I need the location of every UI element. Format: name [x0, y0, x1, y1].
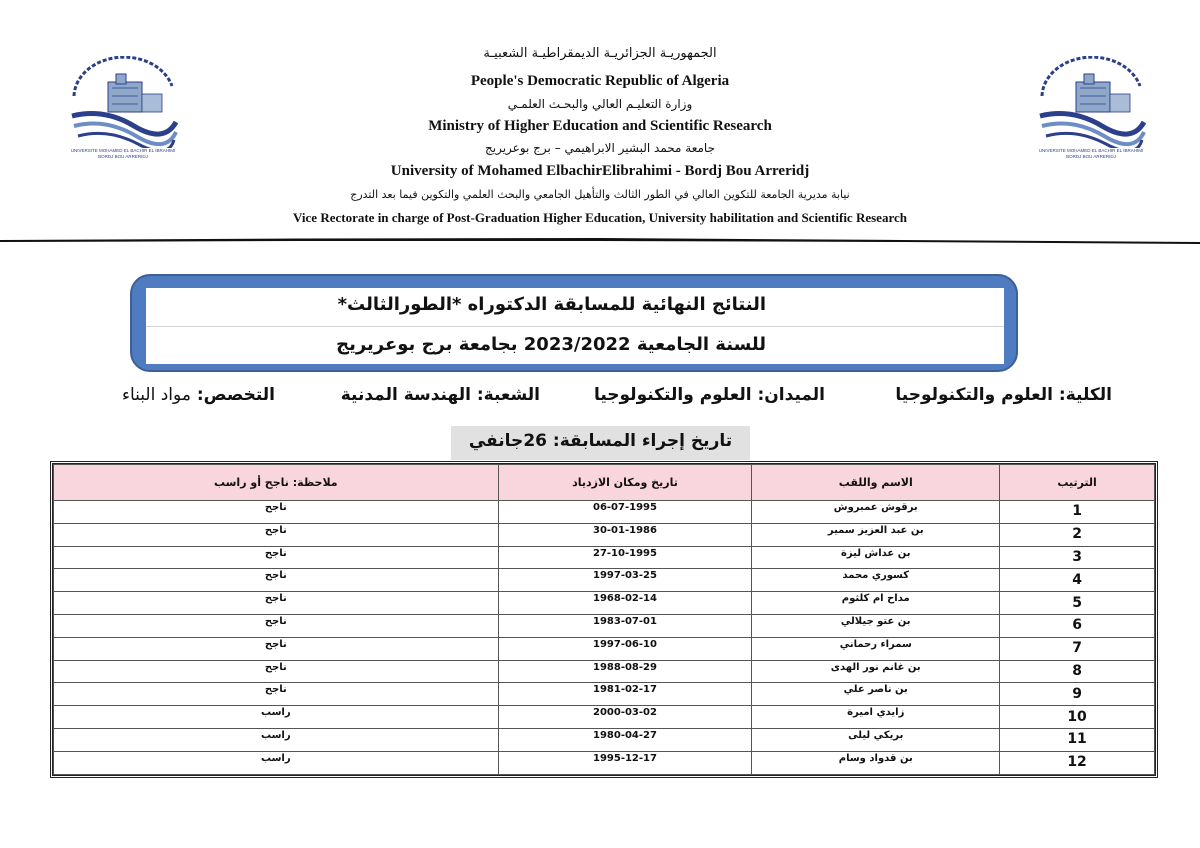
rank-cell: 2 — [1000, 523, 1155, 546]
note-cell: ناجح — [54, 523, 499, 546]
rank-cell: 8 — [1000, 660, 1155, 683]
table-row — [54, 683, 1155, 706]
academic-year-title: للسنة الجامعية 2023/2022 بجامعة برج بوعريريج — [336, 334, 766, 355]
exam-date: تاريخ إجراء المسابقة: 26جانفي — [451, 426, 750, 460]
table-row — [54, 728, 1155, 751]
birth-cell: 27-10-1995 — [498, 546, 752, 569]
specialty-value: مواد البناء — [122, 385, 191, 405]
title-separator — [146, 326, 1004, 327]
vice-rectorate-en: Vice Rectorate in charge of Post-Graduation Higher Education, University habilitation and Scientific Research — [293, 210, 907, 225]
table-row — [54, 523, 1155, 546]
rank-cell: 11 — [1000, 728, 1155, 751]
table-row — [54, 706, 1155, 729]
republic-en: People's Democratic Republic of Algeria — [470, 73, 730, 89]
table-row — [54, 501, 1155, 524]
note-cell: ناجح — [54, 637, 499, 660]
header-name: الاسم واللقب — [752, 465, 1000, 501]
university-ar: جامعة محمد البشير الابراهيمي – برج بوعريريج — [484, 141, 715, 155]
rank-cell: 9 — [1000, 683, 1155, 706]
note-cell: ناجح — [54, 592, 499, 615]
rank-cell: 4 — [1000, 569, 1155, 592]
note-cell: ناجح — [54, 501, 499, 524]
rank-cell: 3 — [1000, 546, 1155, 569]
name-cell: بريكي ليلى — [752, 728, 1000, 751]
birth-cell: 1968-02-14 — [498, 592, 752, 615]
program-info — [0, 385, 1200, 415]
ministry-ar: وزارة التعليـم العالي والبحـث العلمـي — [507, 97, 693, 111]
birth-cell: 1983-07-01 — [498, 614, 752, 637]
note-cell: ناجح — [54, 614, 499, 637]
specialty-info — [122, 385, 275, 405]
birth-cell: 1995-12-17 — [498, 751, 752, 774]
name-cell: برقوش عمبروش — [752, 501, 1000, 524]
header-rank: الترتيب — [1000, 465, 1155, 501]
birth-cell: 2000-03-02 — [498, 706, 752, 729]
name-cell: كسوري محمد — [752, 569, 1000, 592]
birth-cell: 06-07-1995 — [498, 501, 752, 524]
name-cell: بن عتو جيلالي — [752, 614, 1000, 637]
table-row — [54, 592, 1155, 615]
field-value: العلوم والتكنولوجيا — [593, 385, 752, 405]
branch-label: الشعبة: — [476, 385, 540, 405]
rank-cell: 10 — [1000, 706, 1155, 729]
field-info — [594, 385, 825, 405]
name-cell: بن قدواد وسام — [752, 751, 1000, 774]
table-row — [54, 637, 1155, 660]
header-birth: تاريخ ومكان الازدياد — [498, 465, 752, 501]
name-cell: زايدي اميرة — [752, 706, 1000, 729]
note-cell: راسب — [54, 751, 499, 774]
name-cell: بن ناصر علي — [752, 683, 1000, 706]
table-row — [54, 569, 1155, 592]
faculty-info — [895, 385, 1112, 405]
note-cell: ناجح — [54, 546, 499, 569]
rank-cell: 5 — [1000, 592, 1155, 615]
name-cell: سمراء رحماني — [752, 637, 1000, 660]
logo-caption: UNIVERSITE MOHAMED EL BACHIR EL IBRAHIMI BORDJ BOU ARRERIDJ — [1038, 148, 1144, 159]
header-divider — [0, 234, 1200, 246]
rank-cell: 7 — [1000, 637, 1155, 660]
rank-cell: 12 — [1000, 751, 1155, 774]
birth-cell: 1997-06-10 — [498, 637, 752, 660]
logo-caption: UNIVERSITE MOHAMED EL BACHIR EL IBRAHIMI BORDJ BOU ARRERIDJ — [70, 148, 176, 159]
birth-cell: 30-01-1986 — [498, 523, 752, 546]
republic-ar: الجمهوريـة الجزائريـة الديمقراطيـة الشعبيـة — [483, 46, 717, 61]
note-cell: راسب — [54, 728, 499, 751]
table-row — [54, 660, 1155, 683]
specialty-label: التخصص: — [196, 385, 275, 405]
rank-cell: 6 — [1000, 614, 1155, 637]
table-row — [54, 546, 1155, 569]
ministry-en: Ministry of Higher Education and Scientific Research — [428, 118, 772, 134]
rank-cell: 1 — [1000, 501, 1155, 524]
table-row — [54, 751, 1155, 774]
name-cell: بن عبد العزيز سمير — [752, 523, 1000, 546]
title-frame — [130, 274, 1018, 372]
note-cell: ناجح — [54, 660, 499, 683]
header-note: ملاحظة: ناجح أو راسب — [54, 465, 499, 501]
note-cell: راسب — [54, 706, 499, 729]
birth-cell: 1997-03-25 — [498, 569, 752, 592]
name-cell: بن عداش ليزة — [752, 546, 1000, 569]
university-logo-right — [1032, 56, 1150, 166]
results-table-frame — [50, 461, 1158, 778]
birth-cell: 1988-08-29 — [498, 660, 752, 683]
branch-info — [341, 385, 540, 405]
results-table — [53, 464, 1155, 775]
vice-rectorate-ar: نيابة مديرية الجامعة للتكوين العالي في الطور الثالث والتأهيل الجامعي والبحث العلمي والتكوين فيما بعد التدرج — [350, 188, 850, 201]
results-title: النتائج النهائية للمسابقة الدكتوراه *الطورالثالث* — [337, 294, 766, 315]
university-logo-icon — [64, 56, 182, 148]
table-header-row — [54, 465, 1155, 501]
name-cell: مداح ام كلثوم — [752, 592, 1000, 615]
table-row — [54, 614, 1155, 637]
note-cell: ناجح — [54, 683, 499, 706]
university-logo-icon — [1032, 56, 1150, 148]
faculty-label: الكلية: — [1058, 385, 1112, 405]
name-cell: بن غانم نور الهدى — [752, 660, 1000, 683]
faculty-value: العلوم والتكنولوجيا — [895, 385, 1053, 405]
birth-cell: 1981-02-17 — [498, 683, 752, 706]
title-panel — [146, 288, 1004, 364]
branch-value: الهندسة المدنية — [340, 385, 471, 405]
note-cell: ناجح — [54, 569, 499, 592]
field-label: الميدان: — [757, 385, 825, 405]
university-logo-left — [64, 56, 182, 166]
birth-cell: 1980-04-27 — [498, 728, 752, 751]
university-en: University of Mohamed ElbachirElibrahimi - Bordj Bou Arreridj — [390, 163, 810, 179]
